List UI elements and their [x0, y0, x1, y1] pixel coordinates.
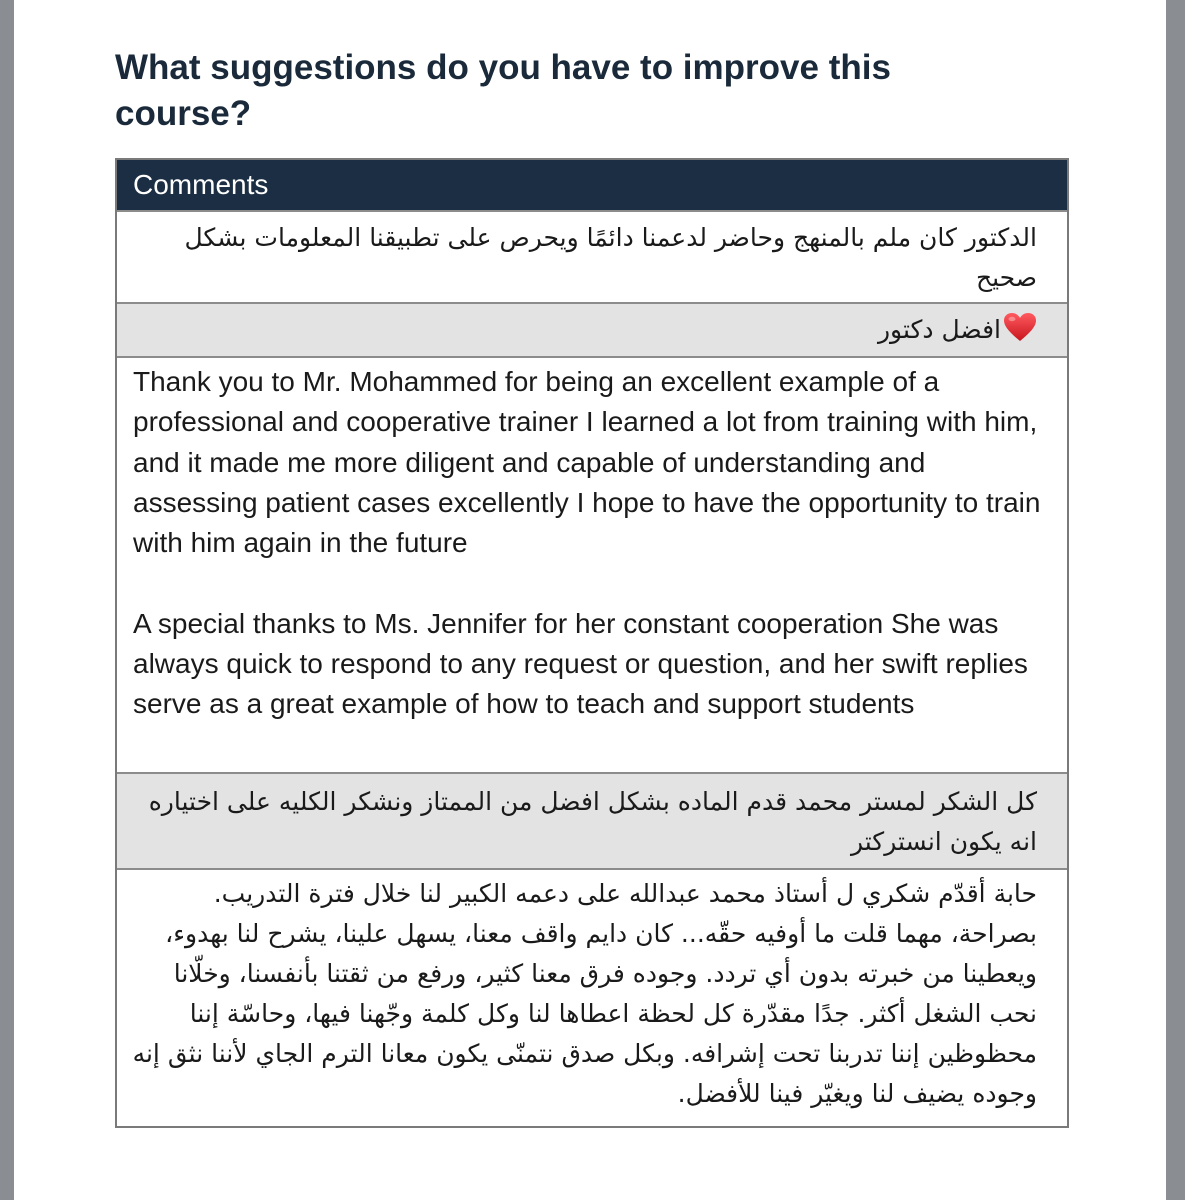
comment-text: حابة أقدّم شكري ل أستاذ محمد عبدالله على دعمه الكبير لنا خلال فترة التدريب. بصراحة، مهما قلت ما أوفيه حقّه... كان دايم واقف معنا، يسهل علينا، يشرح لنا بهدوء، ويعطينا من خبرته بدون أي تردد. وجوده فرق معنا كثير، ورفع من ثقتنا بأنفسنا، وخلّانا نحب الشغل أكثر. جدًا مقدّرة كل لحظة اعطاها لنا وكل كلمة وجّهنا فيها، وحاسّة إننا محظوظين إننا تدربنا تحت إشرافه. وبكل صدق نتمنّى يكون معانا الترم الجاي لأننا نثق إنه وجوده يضيف لنا ويغيّر فينا للأفضل. — [132, 879, 1037, 1108]
comment-text: افضل دكتور — [877, 315, 1001, 344]
comment-row — [117, 302, 1067, 356]
comment-text: كل الشكر لمستر محمد قدم الماده بشكل افضل من الممتاز ونشكر الكليه على اختياره انه يكون انستركتر — [148, 787, 1037, 856]
comments-table — [115, 158, 1069, 1128]
comment-row — [117, 210, 1067, 302]
comment-row — [117, 356, 1067, 772]
red-heart-icon — [1003, 312, 1037, 342]
comment-row — [117, 868, 1067, 1126]
comment-paragraph: A special thanks to Ms. Jennifer for her constant cooperation She was always quick to respond to any request or question, and her swift replies serve as a great example of how to teach and support students — [133, 607, 1028, 720]
survey-page — [14, 0, 1166, 1200]
question-title: What suggestions do you have to improve this course? — [115, 48, 891, 133]
table-header: Comments — [117, 160, 1067, 210]
comment-paragraph: Thank you to Mr. Mohammed for being an excellent example of a professional and cooperative trainer I learned a lot from training with him, and it made me more diligent and capable of understanding and assessing patient cases excellently I hope to have the opportunity to train with him again in the future — [133, 366, 1041, 559]
comment-text: الدكتور كان ملم بالمنهج وحاضر لدعمنا دائمًا ويحرص على تطبيقنا المعلومات بشكل صحيح — [184, 223, 1037, 292]
comment-row — [117, 772, 1067, 868]
